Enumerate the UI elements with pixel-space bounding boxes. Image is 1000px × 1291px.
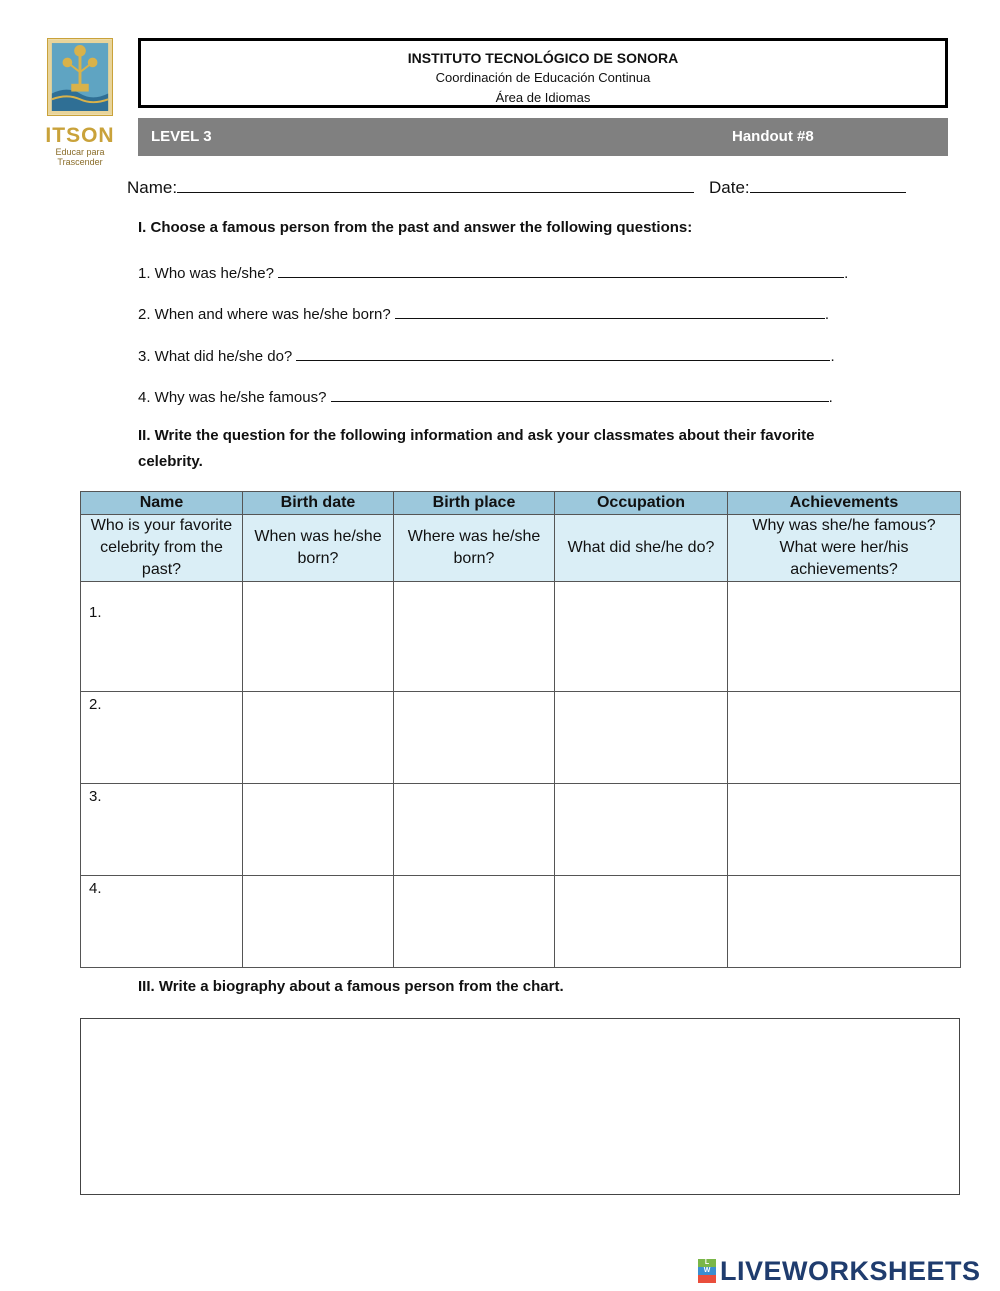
answer-cell[interactable] xyxy=(243,582,394,692)
liveworksheets-icon xyxy=(698,1259,716,1283)
liveworksheets-wordmark: LIVEWORKSHEETS xyxy=(720,1256,981,1286)
name-field xyxy=(127,175,694,198)
name-label: Name: xyxy=(127,178,178,197)
example-birth-place: Where was he/she born? xyxy=(394,515,555,582)
answer-cell[interactable] xyxy=(394,784,555,876)
biography-textbox[interactable] xyxy=(80,1018,960,1195)
answer-cell[interactable] xyxy=(394,876,555,968)
question-2-text: 2. When and where was he/she born? xyxy=(138,306,391,323)
question-3-text: 3. What did he/she do? xyxy=(138,348,293,365)
header-name: Name xyxy=(81,492,243,515)
celebrity-table xyxy=(80,491,961,968)
date-label: Date: xyxy=(709,178,750,197)
brand-mark-bar xyxy=(698,1275,716,1283)
area-subtitle: Área de Idiomas xyxy=(495,90,591,105)
liveworksheets-brand xyxy=(698,1256,981,1286)
question-1: 1. Who was he/she? . xyxy=(138,260,848,282)
row-number[interactable]: 2. xyxy=(81,692,243,784)
table-row xyxy=(81,582,961,692)
date-blank[interactable] xyxy=(750,175,906,193)
name-blank[interactable] xyxy=(177,175,694,193)
itson-logo xyxy=(44,38,116,168)
row-number[interactable]: 4. xyxy=(81,876,243,968)
table-row xyxy=(81,876,961,968)
logo-tagline-2: Trascender xyxy=(57,157,103,167)
example-birth-date: When was he/she born? xyxy=(243,515,394,582)
header-box xyxy=(138,38,948,108)
logo-tagline-1: Educar para xyxy=(55,147,105,157)
level-bar xyxy=(138,118,948,156)
header-birth-date: Birth date xyxy=(243,492,394,515)
header-birth-place: Birth place xyxy=(394,492,555,515)
answer-cell[interactable] xyxy=(728,876,961,968)
example-occupation: What did she/he do? xyxy=(555,515,728,582)
level-label: LEVEL 3 xyxy=(151,128,212,145)
section-2-title xyxy=(138,423,815,475)
date-field xyxy=(709,175,906,198)
answer-cell[interactable] xyxy=(394,582,555,692)
answer-cell[interactable] xyxy=(555,876,728,968)
handout-label: Handout #8 xyxy=(732,128,814,145)
question-4-text: 4. Why was he/she famous? xyxy=(138,389,327,406)
question-2: 2. When and where was he/she born? . xyxy=(138,301,829,323)
example-name: Who is your favorite celebrity from the past? xyxy=(81,515,243,582)
answer-cell[interactable] xyxy=(728,582,961,692)
row-number[interactable]: 1. xyxy=(81,582,243,692)
answer-cell[interactable] xyxy=(555,784,728,876)
answer-cell[interactable] xyxy=(394,692,555,784)
table-row xyxy=(81,784,961,876)
example-achievements: Why was she/he famous? What were her/his achievements? xyxy=(728,515,961,582)
section-2-title-line-1: II. Write the question for the following information and ask your classmates about their favorite xyxy=(138,427,815,444)
answer-cell[interactable] xyxy=(243,692,394,784)
table-header-row xyxy=(81,492,961,515)
question-4: 4. Why was he/she famous? . xyxy=(138,384,833,406)
answer-cell[interactable] xyxy=(243,876,394,968)
header-occupation: Occupation xyxy=(555,492,728,515)
department-subtitle: Coordinación de Educación Continua xyxy=(435,70,651,85)
answer-cell[interactable] xyxy=(243,784,394,876)
answer-cell[interactable] xyxy=(555,582,728,692)
answer-3-blank[interactable] xyxy=(296,343,830,361)
section-1-title: I. Choose a famous person from the past and answer the following questions: xyxy=(138,219,693,236)
row-number[interactable]: 3. xyxy=(81,784,243,876)
answer-1-blank[interactable] xyxy=(278,260,844,278)
table-row xyxy=(81,692,961,784)
question-1-text: 1. Who was he/she? xyxy=(138,265,274,282)
answer-2-blank[interactable] xyxy=(395,301,825,319)
answer-cell[interactable] xyxy=(555,692,728,784)
answer-cell[interactable] xyxy=(728,692,961,784)
brand-mark-w: W xyxy=(698,1267,716,1275)
brand-mark-l: L xyxy=(698,1259,716,1267)
section-3-title: III. Write a biography about a famous person from the chart. xyxy=(138,978,564,995)
header-achievements: Achievements xyxy=(728,492,961,515)
logo-wordmark: ITSON xyxy=(45,124,115,147)
question-3: 3. What did he/she do? . xyxy=(138,343,835,365)
answer-cell[interactable] xyxy=(728,784,961,876)
example-row xyxy=(81,515,961,582)
answer-4-blank[interactable] xyxy=(331,384,829,402)
institution-title: INSTITUTO TECNOLÓGICO DE SONORA xyxy=(407,50,679,66)
section-2-title-line-2: celebrity. xyxy=(138,453,203,470)
itson-emblem-icon xyxy=(47,38,113,116)
